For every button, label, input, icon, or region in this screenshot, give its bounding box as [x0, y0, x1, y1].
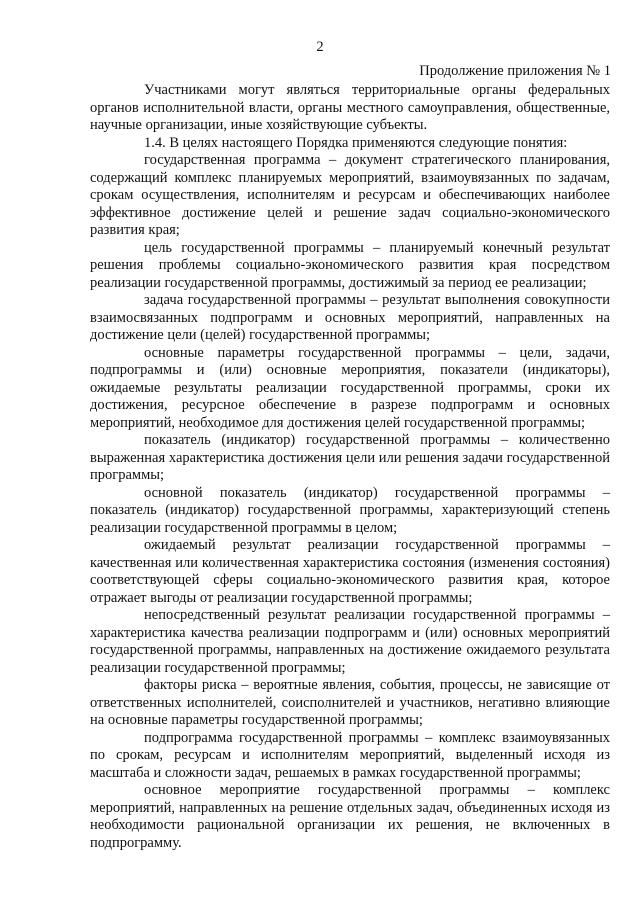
definition-main-activity: основное мероприятие государственной программы – комплекс мероприятий, направленных на решение отдельных задач, объединенных исходя из необходимости рациональной организации их решения, не включенных в подпрограмму.: [90, 782, 610, 851]
appendix-continuation-note: Продолжение приложения № 1: [419, 63, 611, 79]
page-number: 2: [316, 39, 324, 55]
definition-program-goal: цель государственной программы – планируемый конечный результат решения проблемы социально-экономического развития края посредством реализации государственной программы, достижимый за период ее реализации;: [90, 239, 610, 291]
definition-risk-factors: факторы риска – вероятные явления, события, процессы, не зависящие от ответственных исполнителей, соисполнителей и участников, негативно влияющие на основные параметры государственной программы;: [90, 677, 610, 728]
paragraph-participants: Участниками могут являться территориальные органы федеральных органов исполнительной власти, органы местного самоуправления, общественные, научные организации, иные хозяйствующие субъекты.: [90, 82, 610, 133]
definition-expected-result: ожидаемый результат реализации государственной программы – качественная или количественная характеристика состояния (изменения состояния) соответствующей сферы социально-экономического развития края, которое отражает выгоды от реализации государственной программы;: [90, 537, 610, 606]
definition-main-parameters: основные параметры государственной программы – цели, задачи, подпрограммы и (или) основные мероприятия, показатели (индикаторы), ожидаемые результаты реализации государственной программы, сроки их достижения, ресурсное обеспечение в разрезе подпрограмм и основных мероприятий, необходимое для достижения целей государственной программы;: [90, 344, 610, 431]
document-body: [90, 82, 610, 852]
definition-state-program: государственная программа – документ стратегического планирования, содержащий комплекс планируемых мероприятий, взаимоувязанных по задачам, срокам осуществления, исполнителям и ресурсам и обеспечивающих наиболее эффективное достижение целей и решение задач социально-экономического развития края;: [90, 152, 610, 238]
paragraph-definitions-intro: 1.4. В целях настоящего Порядка применяются следующие понятия:: [144, 134, 568, 151]
definition-subprogram: подпрограмма государственной программы – комплекс взаимоувязанных по срокам, ресурсам и исполнителям мероприятий, выделенный исходя из масштаба и сложности задач, решаемых в рамках государственной программы;: [90, 729, 610, 781]
definition-direct-result: непосредственный результат реализации государственной программы – характеристика качества реализации подпрограмм и (или) основных мероприятий государственной программы, направленных на достижение ожидаемого результата реализации государственной программы;: [90, 607, 610, 676]
definition-program-task: задача государственной программы – результат выполнения совокупности взаимосвязанных подпрограмм и основных мероприятий, направленных на достижение цели (целей) государственной программы;: [90, 292, 610, 343]
definition-indicator: показатель (индикатор) государственной программы – количественно выраженная характеристика достижения цели или решения задачи государственной программы;: [90, 432, 610, 483]
definition-main-indicator: основной показатель (индикатор) государственной программы – показатель (индикатор) государственной программы, характеризующий степень реализации государственной программы в целом;: [90, 484, 610, 536]
